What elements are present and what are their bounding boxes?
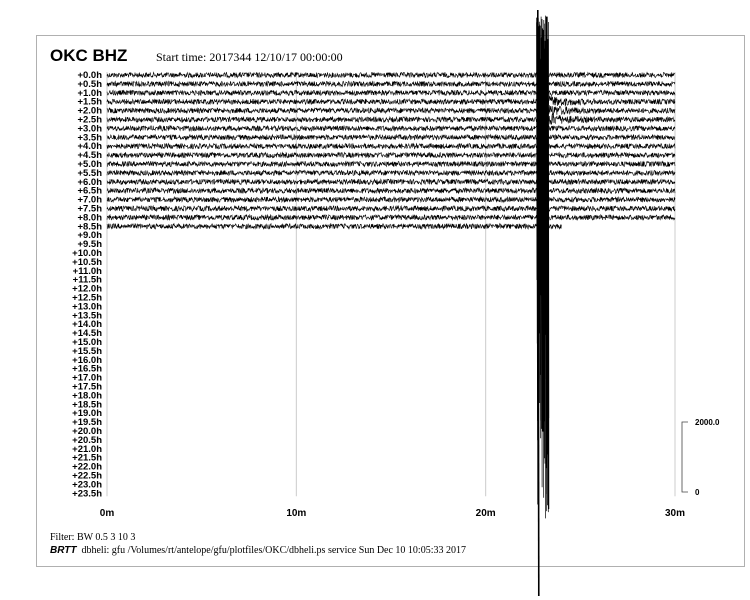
- trace-row: [107, 197, 675, 202]
- trace-row: [107, 179, 675, 184]
- row-label: +5.5h: [77, 167, 102, 179]
- row-label: +13.5h: [72, 310, 102, 322]
- seismic-traces: [107, 72, 675, 229]
- trace-row: [107, 224, 561, 229]
- row-label: +1.0h: [77, 87, 102, 99]
- row-label: +3.5h: [77, 132, 102, 144]
- row-label: +8.0h: [77, 212, 102, 224]
- scale-bottom-label: 0: [695, 488, 700, 497]
- row-label: +23.5h: [72, 488, 102, 500]
- x-tick-labels: [100, 508, 685, 519]
- x-tick-label: 10m: [286, 508, 307, 519]
- row-label: +10.5h: [72, 256, 102, 268]
- row-label: +0.5h: [77, 78, 102, 90]
- station-title: OKC BHZ: [50, 46, 128, 65]
- row-label: +20.5h: [72, 434, 102, 446]
- row-label: +19.0h: [72, 408, 102, 420]
- brand-label: BRTT: [50, 545, 77, 556]
- row-label: +11.0h: [72, 265, 102, 277]
- trace-row: [107, 161, 675, 166]
- row-label: +9.0h: [77, 230, 102, 242]
- row-label: +14.0h: [72, 319, 102, 331]
- x-tick-label: 30m: [664, 508, 686, 519]
- row-label: +12.0h: [72, 283, 102, 295]
- trace-row: [107, 153, 675, 158]
- row-label: +18.5h: [72, 399, 102, 411]
- row-label: +3.0h: [77, 123, 102, 135]
- row-label: +6.0h: [77, 176, 102, 188]
- footer-line: [50, 545, 466, 556]
- row-label: +22.5h: [72, 470, 102, 482]
- row-label: +15.5h: [72, 345, 102, 357]
- row-label: +23.0h: [72, 479, 102, 491]
- row-label: +4.0h: [77, 141, 102, 153]
- trace-row: [107, 90, 675, 95]
- trace-row: [107, 126, 675, 131]
- row-label: +17.5h: [72, 381, 102, 393]
- trace-row: [107, 215, 675, 220]
- row-label: +22.0h: [72, 461, 102, 473]
- row-label: +10.0h: [72, 248, 102, 259]
- row-label: +7.5h: [77, 203, 102, 215]
- row-label: +6.5h: [77, 185, 102, 197]
- row-label: +13.0h: [72, 301, 102, 313]
- row-label: +19.5h: [72, 417, 102, 429]
- scale-bar: [682, 422, 688, 492]
- row-label: +20.0h: [72, 426, 102, 437]
- row-label: +2.0h: [77, 105, 102, 117]
- row-label: +21.5h: [72, 452, 102, 464]
- row-labels: [72, 70, 102, 499]
- row-label: +18.0h: [72, 390, 102, 402]
- row-label: +1.5h: [77, 96, 102, 108]
- filter-text: Filter: BW 0.5 3 10 3: [50, 532, 136, 543]
- row-label: +16.0h: [72, 354, 102, 366]
- event-main-spike: [538, 10, 539, 596]
- trace-row: [107, 72, 675, 77]
- x-tick-label: 20m: [475, 508, 496, 519]
- scale-top-label: 2000.0: [695, 418, 720, 427]
- start-time: Start time: 2017344 12/10/17 00:00:00: [156, 50, 343, 64]
- row-label: +9.5h: [77, 239, 102, 251]
- row-label: +12.5h: [72, 292, 102, 304]
- row-label: +4.5h: [77, 150, 102, 162]
- row-label: +0.0h: [77, 70, 102, 81]
- row-label: +15.0h: [72, 337, 102, 348]
- trace-row: [107, 81, 675, 86]
- earthquake-event: [537, 10, 549, 596]
- amplitude-scale-bar: [682, 418, 720, 497]
- trace-row: [107, 206, 675, 211]
- trace-row: [107, 112, 675, 127]
- row-label: +7.0h: [77, 194, 102, 206]
- row-label: +21.0h: [72, 443, 102, 455]
- trace-row: [107, 188, 675, 193]
- row-label: +2.5h: [77, 114, 102, 126]
- row-label: +8.5h: [77, 221, 102, 233]
- trace-row: [107, 170, 675, 175]
- row-label: +11.5h: [72, 274, 102, 286]
- command-text: dbheli: gfu /Volumes/rt/antelope/gfu/plotfiles/OKC/dbheli.ps service Sun Dec 10 10:05:33 2017: [81, 545, 466, 556]
- trace-row: [107, 135, 675, 140]
- row-label: +14.5h: [72, 328, 102, 340]
- trace-row: [107, 101, 675, 120]
- row-label: +17.0h: [72, 372, 102, 384]
- x-tick-label: 0m: [99, 508, 115, 519]
- row-label: +16.5h: [72, 363, 102, 375]
- trace-row: [107, 144, 675, 149]
- row-label: +5.0h: [77, 159, 102, 170]
